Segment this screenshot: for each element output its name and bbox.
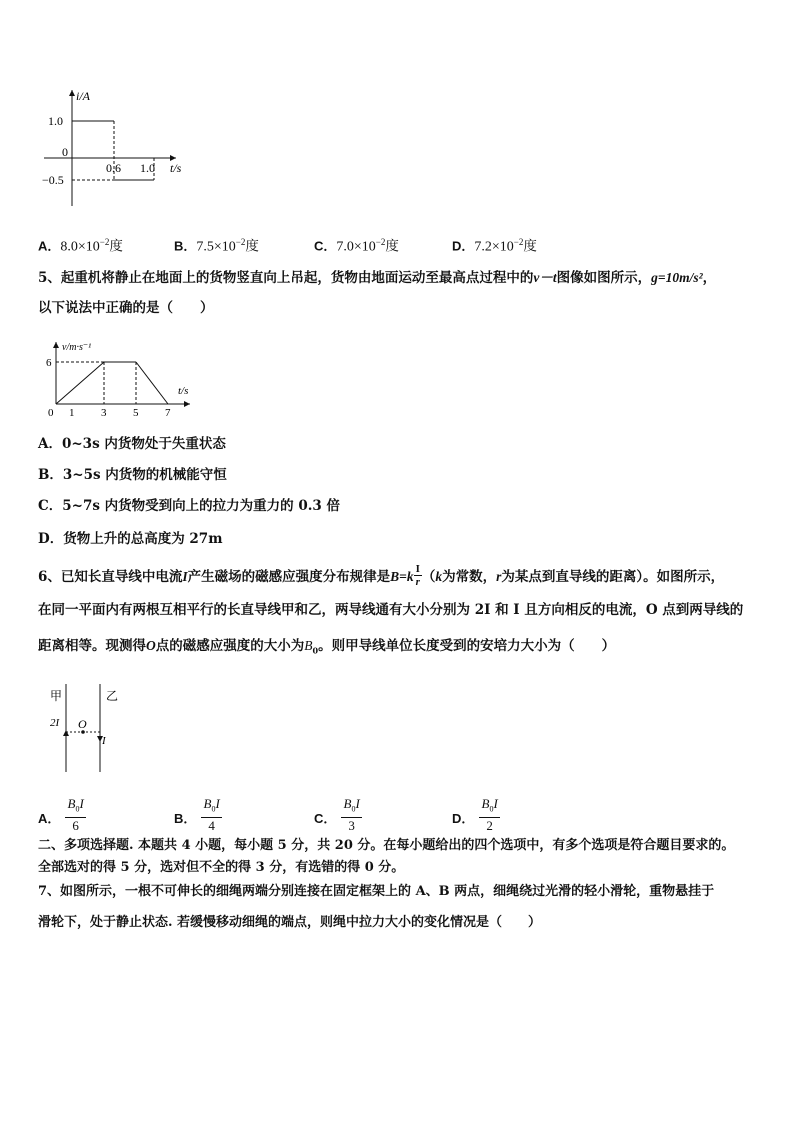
x-axis-label: t/s [178, 385, 189, 397]
q6-stem-line3: 距离相等。现测得O点的磁感应强度的大小为$B_0$。则甲导线单位长度受到的安培力大小为（ ） [38, 638, 616, 656]
fraction-d: $\frac{B_0I}{2}$ [481, 796, 498, 833]
tick-neg-0-5: −0.5 [42, 173, 64, 187]
y-axis-label: v/m·s⁻¹ [62, 342, 92, 353]
label-yi: 乙 [106, 689, 119, 703]
q4-option-c[interactable]: C．$7.0\times 10^{-2}$度 [314, 237, 399, 255]
q6-option-d[interactable]: $_{D.}$ $\frac{B_0I}{2}$ [452, 796, 498, 833]
arrow-jia-up [63, 730, 69, 736]
label-o: O [78, 717, 87, 731]
q7-stem-line1: 7、如图所示，一根不可伸长的细绳两端分别连接在固定框架上的 A、B 两点，细绳绕过光滑的轻小滑轮，重物悬挂于 [38, 884, 715, 899]
q4-option-b[interactable]: B．$7.5\times 10^{-2}$度 [174, 237, 259, 255]
q5-option-a[interactable]: A．0~3s 内货物处于失重状态 [38, 436, 226, 452]
section-2-line2: 全部选对的得 5 分，选对但不全的得 3 分，有选错的得 0 分。 [38, 860, 405, 875]
x-tick-7: 7 [165, 407, 171, 419]
label-i: I [102, 735, 106, 747]
x-tick-0: 0 [48, 407, 54, 419]
q6-stem-line1: 6、已知长直导线中电流I产生磁场的磁感应强度分布规律是B=k $\frac{I}{r}$ （k为常数，r为某点到直导线的距离）。如图所示， [38, 563, 725, 588]
tick-1-0-x: 1.0 [140, 161, 155, 175]
tick-0-6: 0.6 [106, 161, 121, 175]
label-2i: 2I [50, 717, 60, 729]
q5-option-d[interactable]: D．货物上升的总高度为 27m [38, 531, 223, 547]
q6-option-c[interactable]: $_{C.}$ $\frac{B_0I}{3}$ [314, 796, 360, 833]
x-tick-3: 3 [101, 407, 107, 419]
q5-option-c[interactable]: C．5~7s 内货物受到向上的拉力为重力的 0.3 倍 [38, 498, 341, 514]
x-tick-1: 1 [69, 407, 75, 419]
q4-option-a[interactable]: A．$8.0\times 10^{-2}$度 [38, 237, 123, 255]
fraction-a: $\frac{B_0I}{6}$ [67, 796, 84, 833]
fraction-b: $\frac{B_0I}{4}$ [203, 796, 220, 833]
tick-1-0: 1.0 [48, 114, 63, 128]
x-tick-5: 5 [133, 407, 139, 419]
x-axis-label: t/s [170, 161, 182, 175]
y-tick-6: 6 [46, 357, 52, 369]
q5-stem-line1: 5、起重机将静止在地面上的货物竖直向上吊起，货物由地面运动至最高点过程中的v－t图像如图所示，g=10m/s²， [38, 270, 717, 286]
q6-option-b[interactable]: $_{B.}$ $\frac{B_0I}{4}$ [174, 796, 220, 833]
section-2-line1: 二、多项选择题. 本题共 4 小题，每小题 5 分，共 20 分。在每小题给出的四个选项中，有多个选项是符合题目要求的。 [38, 838, 735, 853]
q5-stem-line2: 以下说法中正确的是（ ） [38, 300, 214, 316]
q6-option-a[interactable]: $_{A.}$ $\frac{B_0I}{6}$ [38, 796, 84, 833]
formula-fraction: $\frac{I}{r}$ [415, 563, 420, 588]
label-jia: 甲 [50, 689, 63, 703]
parallel-wires-figure [40, 684, 140, 776]
q7-stem-line2: 滑轮下，处于静止状态. 若缓慢移动细绳的端点，则绳中拉力大小的变化情况是（ ） [38, 915, 542, 930]
velocity-time-graph [44, 336, 200, 420]
tick-0: 0 [62, 145, 68, 159]
decel-segment [136, 362, 168, 404]
q5-option-b[interactable]: B．3~5s 内货物的机械能守恒 [38, 467, 227, 483]
y-axis-label: i/A [76, 89, 90, 103]
q6-stem-line2: 在同一平面内有两根互相平行的长直导线甲和乙，两导线通有大小分别为 2I 和 I 且方向相反的电流，O 点到两导线的 [38, 602, 744, 618]
current-time-graph [36, 82, 196, 212]
fraction-c: $\frac{B_0I}{3}$ [343, 796, 360, 833]
q4-option-d[interactable]: D．$7.2\times 10^{-2}$度 [452, 237, 537, 255]
accel-segment [56, 362, 104, 404]
